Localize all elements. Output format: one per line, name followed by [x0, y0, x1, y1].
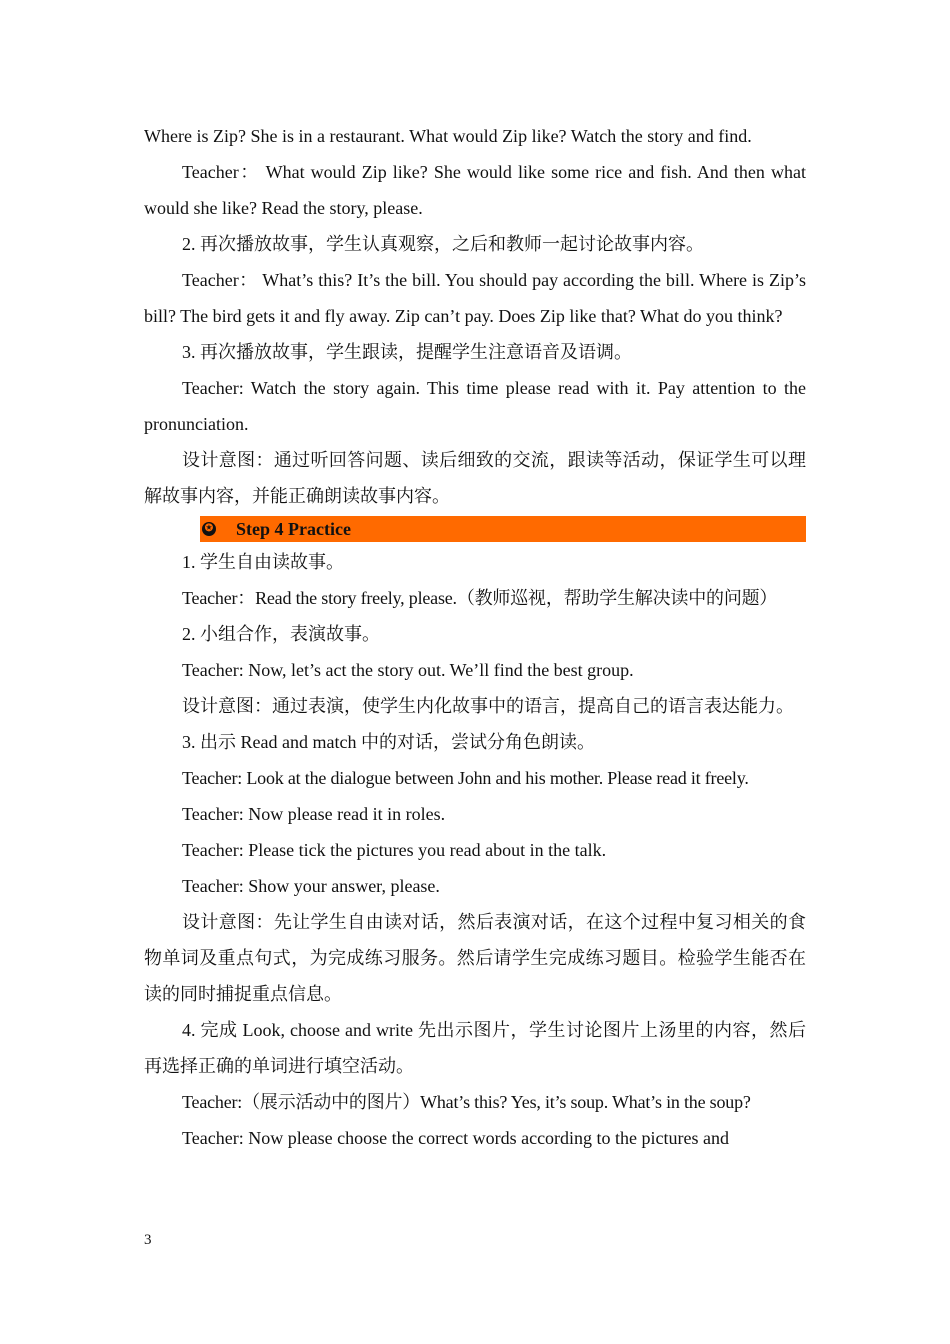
step-heading	[200, 516, 806, 542]
paragraph: Teacher: Watch the story again. This time please read with it. Pay attention to the pronunciation.	[144, 378, 806, 434]
paragraph: Where is Zip? She is in a restaurant. What would Zip like? Watch the story and find.	[144, 126, 752, 146]
design-intent-paragraph: 设计意图：先让学生自由读对话，然后表演对话，在这个过程中复习相关的食物单词及重点句式，为完成练习服务。然后请学生完成练习题目。检验学生能否在读的同时捕捉重点信息。	[144, 912, 806, 1004]
paragraph: 3. 出示 Read and match 中的对话，尝试分角色朗读。	[182, 732, 595, 752]
paragraph: Teacher： What would Zip like? She would like some rice and fish. And then what would she like? Read the story, please.	[144, 162, 806, 218]
paragraph: 2. 再次播放故事，学生认真观察，之后和教师一起讨论故事内容。	[182, 234, 704, 254]
paragraph: 3. 再次播放故事，学生跟读，提醒学生注意语音及语调。	[182, 342, 632, 362]
page-content	[144, 118, 806, 1156]
paragraph: Teacher: Look at the dialogue between John and his mother. Please read it freely.	[182, 768, 749, 788]
step-heading-label: Step 4 Practice	[236, 518, 351, 539]
paragraph: Teacher: Now, let’s act the story out. We’ll find the best group.	[182, 660, 634, 680]
design-intent-paragraph: 设计意图：通过听回答问题、读后细致的交流，跟读等活动，保证学生可以理解故事内容，并能正确朗读故事内容。	[144, 450, 806, 506]
paragraph: 4. 完成 Look, choose and write 先出示图片，学生讨论图片上汤里的内容，然后再选择正确的单词进行填空活动。	[144, 1020, 806, 1076]
design-intent-paragraph: 设计意图：通过表演，使学生内化故事中的语言，提高自己的语言表达能力。	[182, 696, 794, 716]
paragraph: Teacher: Please tick the pictures you read about in the talk.	[182, 840, 607, 860]
paragraph: Teacher: Now please choose the correct words according to the pictures and	[182, 1128, 730, 1148]
paragraph: Teacher:（展示活动中的图片）What’s this? Yes, it’s soup. What’s in the soup?	[182, 1092, 751, 1112]
paragraph: Teacher: Show your answer, please.	[182, 876, 440, 896]
paragraph: Teacher：Read the story freely, please.（教师巡视，帮助学生解决读中的问题）	[182, 588, 778, 608]
page-number: 3	[144, 1232, 152, 1248]
paragraph: 2. 小组合作，表演故事。	[182, 624, 380, 644]
paragraph: 1. 学生自由读故事。	[182, 552, 344, 572]
paragraph: Teacher： What’s this? It’s the bill. You should pay according the bill. Where is Zip’s bill? The bird gets it and fly away. Zip can’t pay. Does Zip like that? What do you think?	[144, 270, 806, 326]
paragraph: Teacher: Now please read it in roles.	[182, 804, 446, 824]
star-circle-icon: ✪	[202, 522, 216, 536]
